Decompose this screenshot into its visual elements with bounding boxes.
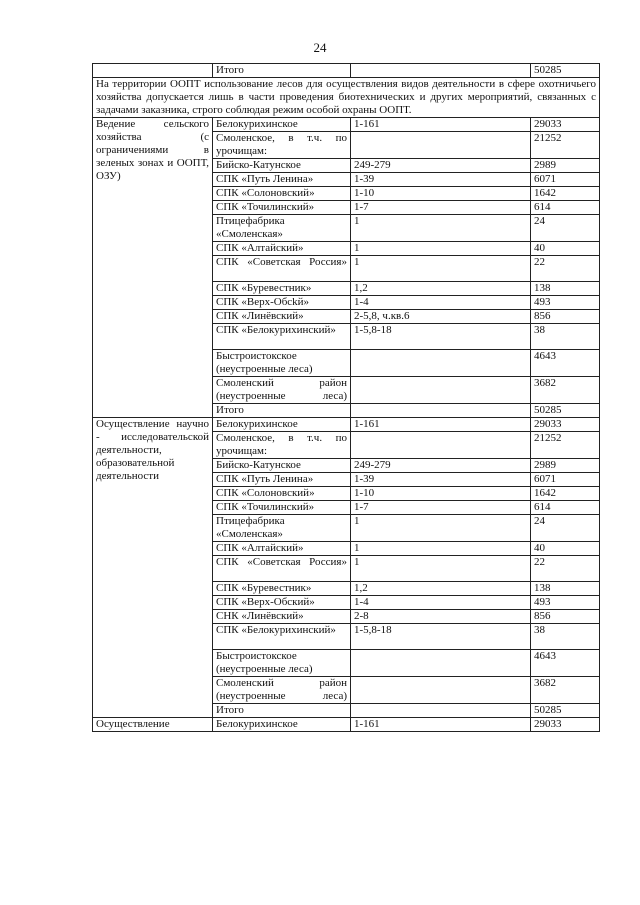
quarter-cell: 2-8 bbox=[351, 610, 531, 624]
area-cell: 856 bbox=[531, 310, 600, 324]
forest-area-cell: Смоленский район (неустроенные леса) bbox=[213, 677, 351, 704]
area-cell: 3682 bbox=[531, 677, 600, 704]
area-cell: 22 bbox=[531, 556, 600, 582]
area-cell: 2989 bbox=[531, 459, 600, 473]
quarter-cell: 1 bbox=[351, 542, 531, 556]
quarter-cell: 249-279 bbox=[351, 459, 531, 473]
quarter-cell bbox=[351, 404, 531, 418]
area-cell: 614 bbox=[531, 201, 600, 215]
forest-area-cell: Быстроистокское (неустроенные леса) bbox=[213, 650, 351, 677]
area-cell: 21252 bbox=[531, 132, 600, 159]
forest-area-cell: Смоленское, в т.ч. по урочищам: bbox=[213, 132, 351, 159]
quarter-cell: 1-39 bbox=[351, 473, 531, 487]
quarter-cell: 1,2 bbox=[351, 582, 531, 596]
area-cell: 29033 bbox=[531, 118, 600, 132]
area-cell: 1642 bbox=[531, 487, 600, 501]
table-row bbox=[93, 64, 600, 78]
quarter-cell: 1 bbox=[351, 215, 531, 242]
area-cell: 856 bbox=[531, 610, 600, 624]
forest-area-cell: СПК «Советская Россия» bbox=[213, 556, 351, 582]
forest-area-cell: Птицефабрика «Смоленская» bbox=[213, 215, 351, 242]
quarter-cell: 1-7 bbox=[351, 501, 531, 515]
forest-area-cell: Смоленский район (неустроенные леса) bbox=[213, 377, 351, 404]
category-cell: Осуществление bbox=[93, 718, 213, 732]
forest-area-cell: СПК «Буревестник» bbox=[213, 582, 351, 596]
area-cell: 38 bbox=[531, 324, 600, 350]
forest-area-cell: СПК «Верх-Обсkй» bbox=[213, 296, 351, 310]
area-cell: 493 bbox=[531, 596, 600, 610]
note-text: На территории ООПТ использование лесов для осуществления видов деятельности в сфере охотничьего хозяйства допускается лишь в части проведения биотехнических и других мероприятий, связанных с задачами заказника, строго соблюдая режим особой охраны ООПТ. bbox=[93, 78, 600, 118]
category-cell bbox=[93, 64, 213, 78]
area-cell: 614 bbox=[531, 501, 600, 515]
forest-use-table bbox=[92, 63, 600, 732]
forest-area-cell: СПК «Алтайский» bbox=[213, 242, 351, 256]
area-cell: 29033 bbox=[531, 418, 600, 432]
forest-area-cell: СПК «Точилинский» bbox=[213, 201, 351, 215]
area-cell: 6071 bbox=[531, 473, 600, 487]
quarter-cell: 1-39 bbox=[351, 173, 531, 187]
area-cell: 2989 bbox=[531, 159, 600, 173]
area-cell: 3682 bbox=[531, 377, 600, 404]
forest-area-cell: СПК «Солоновский» bbox=[213, 187, 351, 201]
quarter-cell bbox=[351, 132, 531, 159]
quarter-cell: 1-4 bbox=[351, 296, 531, 310]
quarter-cell: 2-5,8, ч.кв.6 bbox=[351, 310, 531, 324]
quarter-cell: 1-5,8-18 bbox=[351, 624, 531, 650]
area-cell: 1642 bbox=[531, 187, 600, 201]
quarter-cell: 1-4 bbox=[351, 596, 531, 610]
quarter-cell bbox=[351, 350, 531, 377]
forest-area-cell: СПК «Белокурихинский» bbox=[213, 324, 351, 350]
quarter-cell: 1-10 bbox=[351, 187, 531, 201]
forest-area-cell: СПК «Путь Ленина» bbox=[213, 473, 351, 487]
forest-area-cell: СПК «Путь Ленина» bbox=[213, 173, 351, 187]
forest-area-cell: СПК «Белокурихинский» bbox=[213, 624, 351, 650]
forest-area-cell: СПК «Алтайский» bbox=[213, 542, 351, 556]
area-cell: 24 bbox=[531, 215, 600, 242]
area-cell: 29033 bbox=[531, 718, 600, 732]
forest-area-cell: Итого bbox=[213, 404, 351, 418]
forest-area-cell: СПК «Буревестник» bbox=[213, 282, 351, 296]
table-row bbox=[93, 418, 600, 432]
quarter-cell: 1 bbox=[351, 515, 531, 542]
forest-area-cell: Бийско-Катунское bbox=[213, 459, 351, 473]
forest-area-cell: СПК «Советская Россия» bbox=[213, 256, 351, 282]
note-row bbox=[93, 78, 600, 118]
forest-area-cell: Бийско-Катунское bbox=[213, 159, 351, 173]
forest-area-cell: СНК «Линёвский» bbox=[213, 610, 351, 624]
quarter-cell: 1-7 bbox=[351, 201, 531, 215]
quarter-cell: 1 bbox=[351, 242, 531, 256]
forest-area-cell: Быстроистокское (неустроенные леса) bbox=[213, 350, 351, 377]
quarter-cell: 249-279 bbox=[351, 159, 531, 173]
area-cell: 4643 bbox=[531, 350, 600, 377]
area-cell: 4643 bbox=[531, 650, 600, 677]
forest-area-cell: Итого bbox=[213, 64, 351, 78]
area-cell: 138 bbox=[531, 282, 600, 296]
area-cell: 22 bbox=[531, 256, 600, 282]
forest-area-cell: Птицефабрика «Смоленская» bbox=[213, 515, 351, 542]
quarter-cell bbox=[351, 432, 531, 459]
quarter-cell: 1-10 bbox=[351, 487, 531, 501]
forest-area-cell: СПК «Верх-Обский» bbox=[213, 596, 351, 610]
area-cell: 493 bbox=[531, 296, 600, 310]
forest-area-cell: Смоленское, в т.ч. по урочищам: bbox=[213, 432, 351, 459]
quarter-cell bbox=[351, 650, 531, 677]
area-cell: 24 bbox=[531, 515, 600, 542]
forest-area-cell: СПК «Точилинский» bbox=[213, 501, 351, 515]
area-cell: 50285 bbox=[531, 704, 600, 718]
forest-area-cell: Белокурихинское bbox=[213, 718, 351, 732]
forest-area-cell: Итого bbox=[213, 704, 351, 718]
quarter-cell: 1-5,8-18 bbox=[351, 324, 531, 350]
forest-area-cell: СПК «Солоновский» bbox=[213, 487, 351, 501]
forest-area-cell: Белокурихинское bbox=[213, 118, 351, 132]
area-cell: 50285 bbox=[531, 64, 600, 78]
quarter-cell: 1-161 bbox=[351, 118, 531, 132]
area-cell: 50285 bbox=[531, 404, 600, 418]
quarter-cell: 1-161 bbox=[351, 718, 531, 732]
quarter-cell: 1 bbox=[351, 256, 531, 282]
table-row bbox=[93, 118, 600, 132]
page-number: 24 bbox=[313, 40, 327, 55]
area-cell: 6071 bbox=[531, 173, 600, 187]
area-cell: 40 bbox=[531, 242, 600, 256]
quarter-cell bbox=[351, 377, 531, 404]
area-cell: 40 bbox=[531, 542, 600, 556]
quarter-cell: 1-161 bbox=[351, 418, 531, 432]
quarter-cell bbox=[351, 677, 531, 704]
quarter-cell: 1 bbox=[351, 556, 531, 582]
forest-area-cell: СПК «Линёвский» bbox=[213, 310, 351, 324]
quarter-cell: 1,2 bbox=[351, 282, 531, 296]
area-cell: 21252 bbox=[531, 432, 600, 459]
category-cell: Ведение сельского хозяйства (с ограничениями в зеленых зонах и ООПТ, ОЗУ) bbox=[93, 118, 213, 418]
forest-area-cell: Белокурихинское bbox=[213, 418, 351, 432]
area-cell: 138 bbox=[531, 582, 600, 596]
quarter-cell bbox=[351, 64, 531, 78]
area-cell: 38 bbox=[531, 624, 600, 650]
quarter-cell bbox=[351, 704, 531, 718]
table-row bbox=[93, 718, 600, 732]
category-cell: Осуществление научно - исследовательской деятельности, образовательной деятельности bbox=[93, 418, 213, 718]
